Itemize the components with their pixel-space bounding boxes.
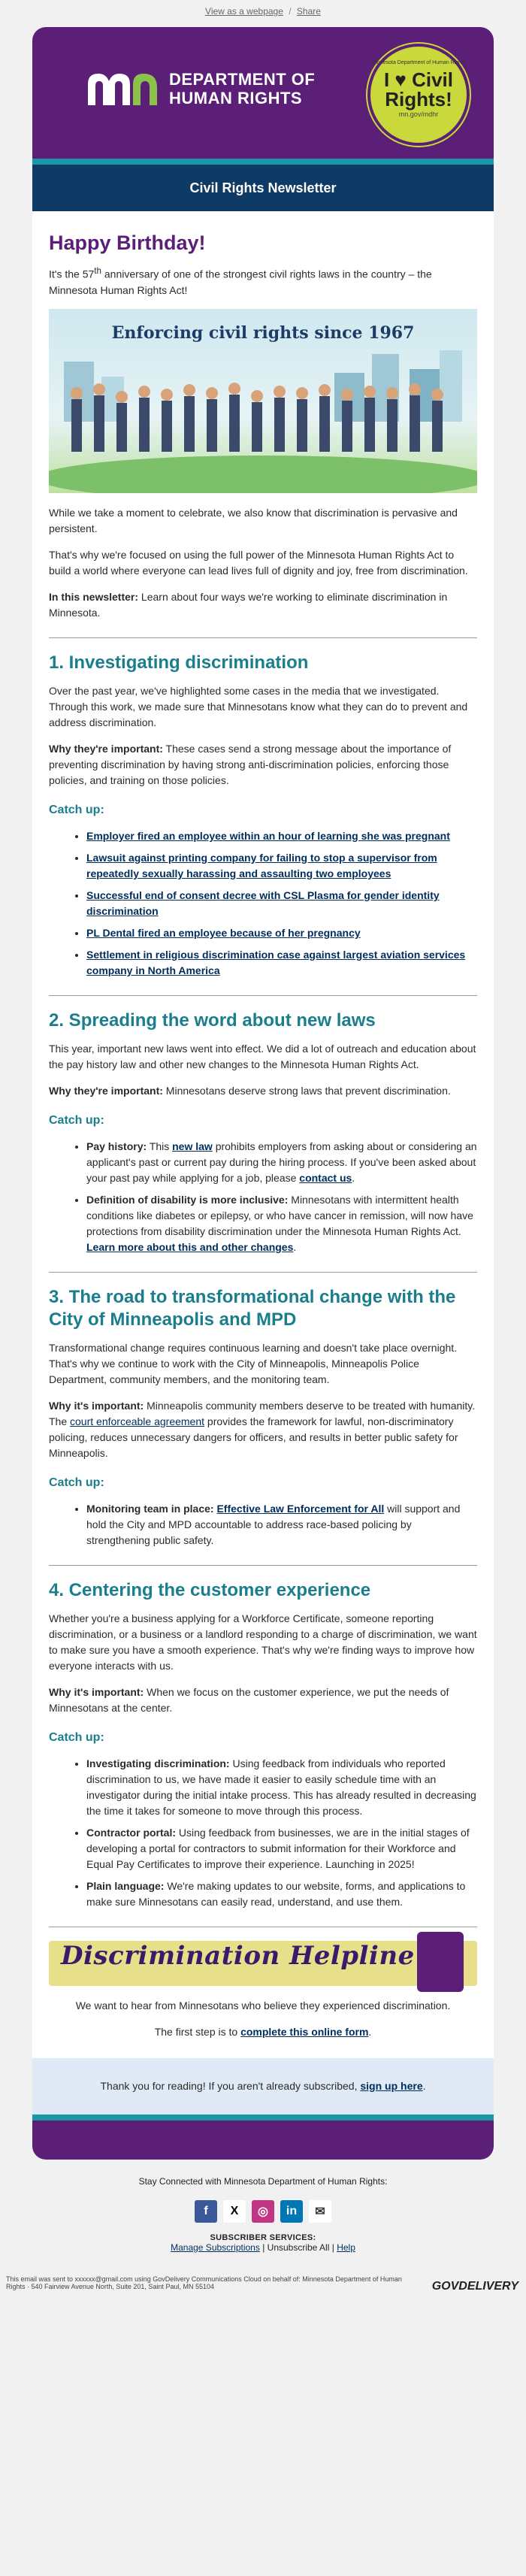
court-agreement-link[interactable]: court enforceable agreement bbox=[70, 1415, 205, 1427]
subscriber-services-label: SUBSCRIBER SERVICES: bbox=[210, 2232, 316, 2242]
x-icon[interactable]: X bbox=[223, 2200, 246, 2223]
s4-why: Why it's important: When we focus on the customer experience, we put the needs of Minnesotans at the center. bbox=[49, 1685, 449, 1714]
contact-us-link[interactable]: contact us bbox=[299, 1171, 352, 1184]
stay-connected-text: Stay Connected with Minnesota Department of Human Rights: bbox=[138, 2175, 388, 2187]
top-bar bbox=[0, 0, 526, 27]
s2-p1: This year, important new laws went into effect. We did a lot of outreach and education about the pay history law and other new changes to the Minnesota Human Rights Act. bbox=[49, 1042, 476, 1070]
thanks-box: Thank you for reading! If you aren't already subscribed, sign up here. bbox=[32, 2058, 494, 2114]
divider bbox=[49, 637, 477, 638]
teal-divider bbox=[32, 159, 494, 165]
dept-line-1: DEPARTMENT OF bbox=[169, 70, 316, 89]
unsubscribe-all-link[interactable]: Unsubscribe All bbox=[267, 2242, 330, 2253]
section-4-heading: 4. Centering the customer experience bbox=[49, 1579, 371, 1600]
divider bbox=[49, 1565, 477, 1566]
learn-more-link[interactable]: Learn more about this and other changes bbox=[86, 1240, 294, 1253]
legal-text: This email was sent to xxxxxx@gmail.com using GovDelivery Communications Cloud on behalf of: Minnesota Department of Human Rights · 540 Fairview Avenue North, Suite 201, Saint Paul, MN 55104 bbox=[6, 2275, 402, 2290]
badge-sub-text: mn.gov/mdhr bbox=[398, 110, 439, 118]
list-item bbox=[86, 850, 477, 882]
s1-catch-up: Catch up: bbox=[49, 803, 104, 816]
intro-p1: It's the 57th anniversary of one of the strongest civil rights laws in the country – the Minnesota Human Rights Act! bbox=[49, 266, 432, 296]
banner-title: Enforcing civil rights since 1967 bbox=[111, 322, 415, 343]
list-item: • Plain language: We're making updates to our website, forms, and applications to make sure Minnesotans can easily read, understand, and use them. bbox=[86, 1878, 477, 1910]
anniversary-banner-image bbox=[49, 309, 477, 493]
case-link-printing[interactable]: Lawsuit against printing company for failing to stop a supervisor from repeatedly sexually harassing and assaulting two employees bbox=[86, 851, 437, 879]
list-item: • Pay history: This new law prohibits employers from asking about or considering an applicant's past or current pay during the hiring process. If you've been asked about your past pay while applying for a job, please contact us. bbox=[86, 1139, 477, 1186]
list-item: • Monitoring team in place: Effective Law Enforcement for All will support and hold the City and MPD accountable to address race-based policing by strengthening public safety. bbox=[86, 1501, 477, 1548]
list-item: • Investigating discrimination: Using feedback from individuals who reported discrimination to us, we have made it easier to easily schedule time with an investigator during the initial intake process. This has already resulted in decreasing the time it takes for someone to move through this process. bbox=[86, 1756, 477, 1819]
instagram-icon[interactable]: ◎ bbox=[252, 2200, 274, 2223]
divider bbox=[49, 995, 477, 996]
divider bbox=[49, 1272, 477, 1273]
mn-logo-icon bbox=[85, 66, 160, 111]
mn-logo[interactable] bbox=[85, 66, 315, 111]
effective-law-enforcement-link[interactable]: Effective Law Enforcement for All bbox=[216, 1502, 385, 1515]
case-link-pregnancy[interactable]: Employer fired an employee within an hour of learning she was pregnant bbox=[86, 829, 450, 842]
case-link-pl-dental[interactable]: PL Dental fired an employee because of her pregnancy bbox=[86, 926, 361, 939]
linkedin-icon[interactable]: in bbox=[280, 2200, 303, 2223]
sign-up-link[interactable]: sign up here bbox=[360, 2079, 423, 2092]
s2-list bbox=[49, 1139, 477, 1255]
helpline-p1: We want to hear from Minnesotans who believe they experienced discrimination. bbox=[75, 1999, 451, 2011]
thanks-text: Thank you for reading! If you aren't already subscribed, bbox=[100, 2079, 361, 2092]
s3-catch-up: Catch up: bbox=[49, 1476, 104, 1489]
department-name bbox=[169, 70, 315, 107]
case-link-aviation[interactable]: Settlement in religious discrimination case against largest aviation services company in North America bbox=[86, 948, 466, 976]
intro-p4: In this newsletter: Learn about four ways we're working to eliminate discrimination in Minnesota. bbox=[49, 590, 448, 619]
intro-p3: That's why we're focused on using the full power of the Minnesota Human Rights Act to build a world where everyone can lead lives full of dignity and joy, free from discrimination. bbox=[49, 548, 468, 577]
helpline-p2: The first step is to complete this online form. bbox=[154, 2025, 372, 2038]
facebook-icon[interactable]: f bbox=[195, 2200, 217, 2223]
s4-catch-up: Catch up: bbox=[49, 1730, 104, 1744]
new-law-link[interactable]: new law bbox=[172, 1140, 213, 1152]
list-item bbox=[86, 828, 477, 844]
s2-catch-up: Catch up: bbox=[49, 1113, 104, 1127]
crowd-illustration-icon bbox=[49, 309, 477, 493]
legal-footer bbox=[0, 2275, 526, 2302]
section-3-heading: 3. The road to transformational change with the City of Minneapolis and MPD bbox=[49, 1286, 456, 1330]
social-links bbox=[0, 2200, 526, 2223]
section-2-heading: 2. Spreading the word about new laws bbox=[49, 1010, 376, 1031]
list-item bbox=[86, 888, 477, 919]
civil-rights-badge bbox=[367, 44, 470, 146]
main-content bbox=[32, 211, 494, 2114]
s3-p1: Transformational change requires continuous learning and doesn't take place overnight. That's why we continue to work with the City of Minneapolis, Minneapolis Police Department, community members, and the monitoring team. bbox=[49, 1341, 458, 1385]
email-footer bbox=[0, 2160, 526, 2275]
s3-list bbox=[49, 1501, 477, 1548]
newsletter-title-bar: Civil Rights Newsletter bbox=[32, 165, 494, 211]
email-icon[interactable]: ✉ bbox=[309, 2200, 331, 2223]
list-item: • Definition of disability is more inclusive: Minnesotans with intermittent health conditions like diabetes or epilepsy, or who have cancer in remission, will now have protections from disability discrimination under the Minnesota Human Rights Act. Learn more about this and other changes. bbox=[86, 1192, 477, 1255]
dept-line-2: HUMAN RIGHTS bbox=[169, 89, 303, 107]
intro-heading: Happy Birthday! bbox=[49, 232, 206, 254]
purple-footer-bar bbox=[32, 2120, 494, 2160]
helpline-title: Discrimination Helpline bbox=[61, 1940, 415, 1971]
govdelivery-logo[interactable]: GOVDELIVERY bbox=[431, 2279, 518, 2293]
discrimination-helpline-banner[interactable] bbox=[49, 1941, 477, 1986]
s2-why: Why they're important: Minnesotans deserve strong laws that prevent discrimination. bbox=[49, 1084, 451, 1097]
badge-main-text: I ♥ Civil Rights! bbox=[383, 68, 453, 110]
s1-link-list bbox=[49, 828, 477, 979]
phone-icon bbox=[417, 1932, 464, 1992]
s3-why: Why it's important: Minneapolis community members deserve to be treated with humanity. The court enforceable agreement provides the framework for lawful, non-discriminatory policing, reduces unnecessary dangers for officers, and results in better public safety for Minneapolis. bbox=[49, 1399, 476, 1459]
case-link-csl-plasma[interactable]: Successful end of consent decree with CSL Plasma for gender identity discrimination bbox=[86, 888, 440, 917]
intro-p2: While we take a moment to celebrate, we also know that discrimination is pervasive and persistent. bbox=[49, 506, 458, 534]
list-item bbox=[86, 947, 477, 979]
badge-top-text: Minnesota Department of Human Rights bbox=[371, 60, 466, 65]
topbar-separator: / bbox=[289, 6, 292, 17]
share-link[interactable]: Share bbox=[296, 6, 321, 17]
view-as-webpage-link[interactable]: View as a webpage bbox=[205, 6, 283, 17]
newsletter-card bbox=[32, 27, 494, 2160]
s1-why: Why they're important: These cases send a strong message about the importance of preventing discrimination by having strong anti-discrimination policies, enforcing those policies, and training on those policies. bbox=[49, 742, 452, 786]
s4-p1: Whether you're a business applying for a Workforce Certificate, someone reporting discrimination, or a business or a landlord responding to a charge of discrimination, we want to make sure you have a smooth experience. That's why we're finding ways to improve how everyone interacts with us. bbox=[49, 1612, 477, 1672]
header-banner bbox=[32, 27, 494, 159]
subscriber-links: Manage Subscriptions | Unsubscribe All | Help bbox=[171, 2242, 355, 2253]
teal-divider bbox=[32, 2114, 494, 2120]
online-form-link[interactable]: complete this online form bbox=[240, 2025, 369, 2038]
s4-list bbox=[49, 1756, 477, 1910]
section-1-heading: 1. Investigating discrimination bbox=[49, 652, 309, 673]
s1-p1: Over the past year, we've highlighted some cases in the media that we investigated. Through this work, we made sure that Minnesotans know what they can do to prevent and address discrimination. bbox=[49, 684, 468, 728]
list-item: • Contractor portal: Using feedback from businesses, we are in the initial stages of developing a portal for contractors to submit information for their Workforce and Equal Pay Certificates to improve their experience. Launching in 2025! bbox=[86, 1825, 477, 1872]
manage-subscriptions-link[interactable]: Manage Subscriptions bbox=[171, 2242, 260, 2253]
list-item bbox=[86, 925, 477, 941]
help-link[interactable]: Help bbox=[337, 2242, 355, 2253]
